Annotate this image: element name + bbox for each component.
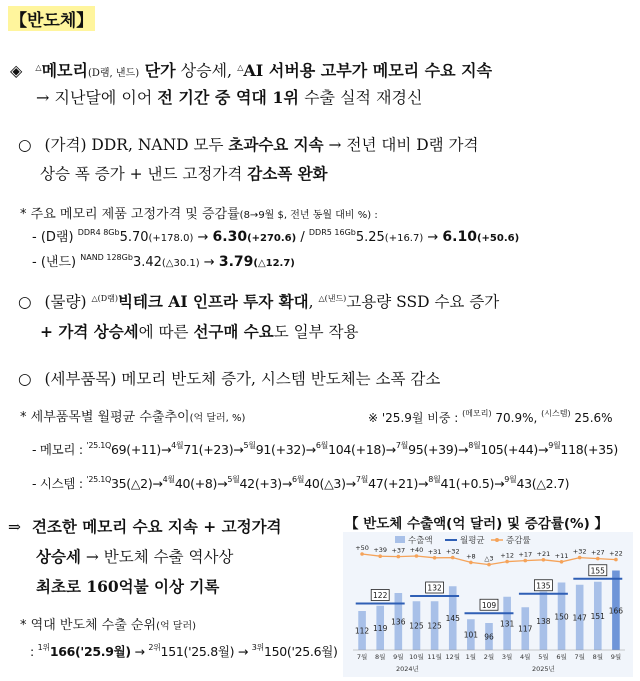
system-trend-row: - 시스템 : $^{'25.1Q}$35(△2)→$^{4월}$40(+8)→$^{5월}$42(+3)→$^{6월}$40(△3)→$^{7월}$47(+21)→$^{8월}$41(+0.5)→$^{9월}$43(△2.7) (32, 475, 570, 491)
share-note: ※ '25.9월 비중 : $^{(메모리)}$ 70.9%, $^{(시스템)}$ 25.6% (368, 409, 613, 425)
arrow-icon: → (233, 442, 244, 457)
year-label-2024: 2024년 (395, 665, 419, 673)
circle-bullet-icon: ○ (18, 136, 32, 154)
x-tick-label: 1월 (465, 653, 477, 661)
rate-point (542, 558, 546, 562)
bar-value-label: 151 (590, 611, 605, 621)
circle-bullet-icon: ○ (18, 370, 32, 388)
rate-label: +32 (572, 547, 587, 556)
bar-value-label: 145 (445, 614, 460, 624)
rate-label: +8 (466, 552, 476, 561)
rate-point (614, 558, 618, 562)
x-tick-label: 7월 (574, 653, 585, 661)
conclusion-line-3: 최초로 160억불 이상 기록 (36, 577, 220, 596)
triangle-marker: △ (237, 63, 244, 72)
trend-value: 40(+8) (174, 476, 218, 491)
rate-label: +37 (391, 546, 406, 555)
volume-line-1: ○ (물량) $^{\triangle(D램)}$빅테크 AI 인프라 투자 확대, $^{\triangle(낸드)}$고용량 SSD 수요 증가 (18, 292, 500, 311)
x-tick-label: 9월 (393, 653, 404, 661)
rate-label: +12 (500, 551, 514, 560)
headline-line-1 (10, 58, 492, 81)
x-tick-label: 7월 (356, 653, 368, 661)
arrow-icon: → (385, 442, 396, 457)
trend-value: 91(+32) (255, 442, 306, 457)
headline-memory: 메모리 (41, 61, 88, 80)
arrow-icon: → (418, 476, 429, 491)
period-label: 5월 (243, 441, 256, 450)
rate-point (433, 556, 437, 560)
rate-point (505, 560, 509, 564)
arrow-icon: → (217, 476, 228, 491)
rate-label: +22 (609, 549, 623, 558)
rate-label: +39 (373, 546, 388, 555)
bar-value-label: 147 (572, 613, 587, 623)
x-tick-label: 2월 (483, 653, 495, 661)
headline-line-2: → 지난달에 이어 전 기간 중 역대 1위 수출 실적 재경신 (36, 88, 423, 107)
nand-price-row: - (낸드) $^{NAND 128Gb}$3.42(△30.1) → 3.79(△12.7) (32, 253, 295, 270)
section-title: 【반도체】 (8, 6, 95, 31)
price-note: * 주요 메모리 제품 고정가격 및 증감률(8→9월 $, 전년 동월 대비 %) : (20, 207, 378, 222)
legend-label-average: 월평균 (460, 536, 485, 546)
period-label: 6월 (292, 475, 305, 484)
average-label: 155 (590, 566, 605, 576)
headline-rising: 상승세, (175, 61, 238, 80)
circle-bullet-icon: ○ (18, 293, 32, 311)
bar-value-label: 125 (427, 621, 442, 631)
rate-point (378, 554, 382, 558)
price-line-1: ○ (가격) DDR, NAND 모두 초과수요 지속 → 전년 대비 D램 가격 (18, 135, 479, 154)
period-label: '25.1Q (86, 441, 111, 450)
trend-value: 35(△2) (110, 476, 153, 491)
x-tick-label: 6월 (556, 653, 567, 661)
headline-memory-sub: (D램, 낸드) (87, 68, 140, 79)
x-tick-label: 11월 (427, 653, 442, 661)
bar-value-label: 112 (354, 626, 370, 636)
legend-label-export: 수출액 (408, 536, 433, 546)
rate-point (523, 559, 527, 563)
detail-note: * 세부품목별 월평균 수출추이(억 달러, %) (20, 410, 246, 425)
x-tick-label: 10월 (409, 653, 424, 661)
headline-price: 단가 (139, 61, 176, 80)
trend-value: 47(+21) (368, 476, 419, 491)
bar-value-label: 101 (463, 630, 479, 640)
dram-price-row: - (D램) $^{DDR4 8Gb}$5.70(+178.0) → 6.30(+270.6) / $^{DDR5 16Gb}$5.25(+16.7) → 6.10(+50.6) (32, 228, 520, 245)
period-label: 6월 (315, 441, 329, 450)
rate-point (397, 555, 401, 559)
trend-value: 42(+3) (239, 476, 282, 491)
ranking-row: : $^{1위}$166('25.9월) → $^{2위}$151('25.8월) → $^{3위}$150('25.6월) (30, 643, 338, 659)
arrow-icon: → (538, 442, 549, 457)
memory-trend-row: - 메모리 : $^{'25.1Q}$69(+11)→$^{4월}$71(+23)→$^{5월}$91(+32)→$^{6월}$104(+18)→$^{7월}$95(+39)→$^{8월}$105(+44)→$^{9월}$118(+35) (32, 441, 619, 457)
rate-point (469, 561, 473, 565)
export-chart-area (343, 532, 633, 677)
trend-value: 40(△3) (304, 476, 346, 491)
arrow-icon: → (494, 476, 505, 491)
rate-label: +40 (409, 546, 424, 554)
x-tick-label: 12월 (445, 653, 461, 661)
detail-line-1: ○ (세부품목) 메모리 반도체 증가, 시스템 반도체는 소폭 감소 (18, 370, 441, 388)
diamond-bullet-icon: ◈ (10, 61, 23, 80)
period-label: 7월 (355, 475, 369, 484)
system-trend-values (86, 476, 569, 491)
x-tick-label: 9월 (610, 653, 622, 661)
average-label: 122 (373, 591, 388, 600)
rate-point (360, 552, 364, 556)
trend-value: 105(+44) (480, 442, 539, 457)
bar-value-label: 96 (484, 632, 494, 642)
double-arrow-icon: ⇒ (8, 518, 21, 536)
average-label: 132 (427, 583, 442, 593)
x-tick-label: 4월 (520, 653, 531, 661)
export-chart (343, 532, 633, 677)
trend-value: 71(+23) (183, 442, 234, 457)
x-tick-label: 5월 (538, 653, 549, 661)
conclusion-line-2: 상승세 → 반도체 수출 역사상 (36, 547, 234, 566)
year-label-2025: 2025년 (531, 665, 555, 673)
trend-value: 43(△2.7) (516, 476, 570, 491)
legend-marker-rate (495, 538, 499, 542)
headline-ai: AI 서버용 고부가 메모리 수요 지속 (243, 61, 493, 80)
arrow-icon: → (152, 476, 163, 491)
period-label: 8월 (428, 475, 441, 484)
rate-label: +27 (590, 548, 605, 557)
price-line-2: 상승 폭 증가 + 낸드 고정가격 감소폭 완화 (40, 164, 328, 183)
trend-value: 69(+11) (110, 442, 161, 457)
memory-trend-values (86, 442, 618, 457)
triangle-marker: △ (35, 63, 42, 72)
arrow-icon: → (345, 476, 356, 491)
x-tick-label: 8월 (592, 653, 604, 661)
rate-label: +17 (518, 550, 533, 559)
bar-value-label: 119 (373, 623, 388, 633)
arrow-icon: → (160, 442, 172, 457)
record-highlight: 전 기간 중 역대 1위 (157, 88, 300, 107)
average-label: 109 (481, 600, 497, 610)
bar-value-label: 166 (608, 606, 624, 616)
rate-point (451, 556, 455, 560)
rate-point (578, 556, 582, 560)
period-label: 9월 (504, 475, 517, 484)
volume-line-2: + 가격 상승세에 따른 선구매 수요도 일부 작용 (40, 322, 359, 341)
trend-value: 41(+0.5) (440, 476, 495, 491)
rate-point (487, 563, 491, 567)
rate-label: +31 (427, 547, 442, 556)
legend-label-rate: 증감률 (506, 536, 531, 546)
average-label: 135 (536, 581, 551, 591)
period-label: 9월 (548, 441, 561, 450)
ranking-note: * 역대 반도체 수출 순위(억 달러) (20, 618, 197, 633)
rate-label: +50 (355, 544, 369, 552)
rate-label: +11 (554, 551, 569, 560)
bar-value-label: 125 (409, 621, 424, 631)
period-label: '25.1Q (86, 475, 111, 484)
rate-label: +32 (445, 547, 460, 556)
period-label: 4월 (162, 475, 175, 484)
conclusion-line-1: ⇒ 견조한 메모리 수요 지속 + 고정가격 (8, 517, 282, 536)
bar-value-label: 117 (518, 624, 533, 634)
rate-label: △3 (484, 554, 494, 563)
period-label: 4월 (171, 441, 184, 450)
rate-point (415, 554, 419, 558)
rate-label: +21 (536, 549, 551, 558)
bar-value-label: 150 (554, 612, 569, 622)
chart-title: 【 반도체 수출액(억 달러) 및 증감률(%) 】 (345, 516, 608, 532)
x-tick-label: 8월 (374, 653, 386, 661)
arrow-icon: → (458, 442, 469, 457)
arrow-icon: → (305, 442, 316, 457)
bar-value-label: 136 (391, 617, 406, 627)
rate-point (560, 560, 564, 564)
rate-point (596, 557, 600, 561)
period-label: 7월 (395, 441, 409, 450)
trend-value: 104(+18) (328, 442, 386, 457)
bar-value-label: 138 (536, 616, 551, 626)
period-label: 8월 (468, 441, 481, 450)
arrow-icon: → (281, 476, 293, 491)
period-label: 5월 (227, 475, 240, 484)
bar-value-label: 131 (499, 619, 515, 629)
x-tick-label: 3월 (501, 653, 513, 661)
trend-value: 118(+35) (560, 442, 619, 457)
legend-swatch-export (395, 536, 405, 543)
trend-value: 95(+39) (408, 442, 459, 457)
